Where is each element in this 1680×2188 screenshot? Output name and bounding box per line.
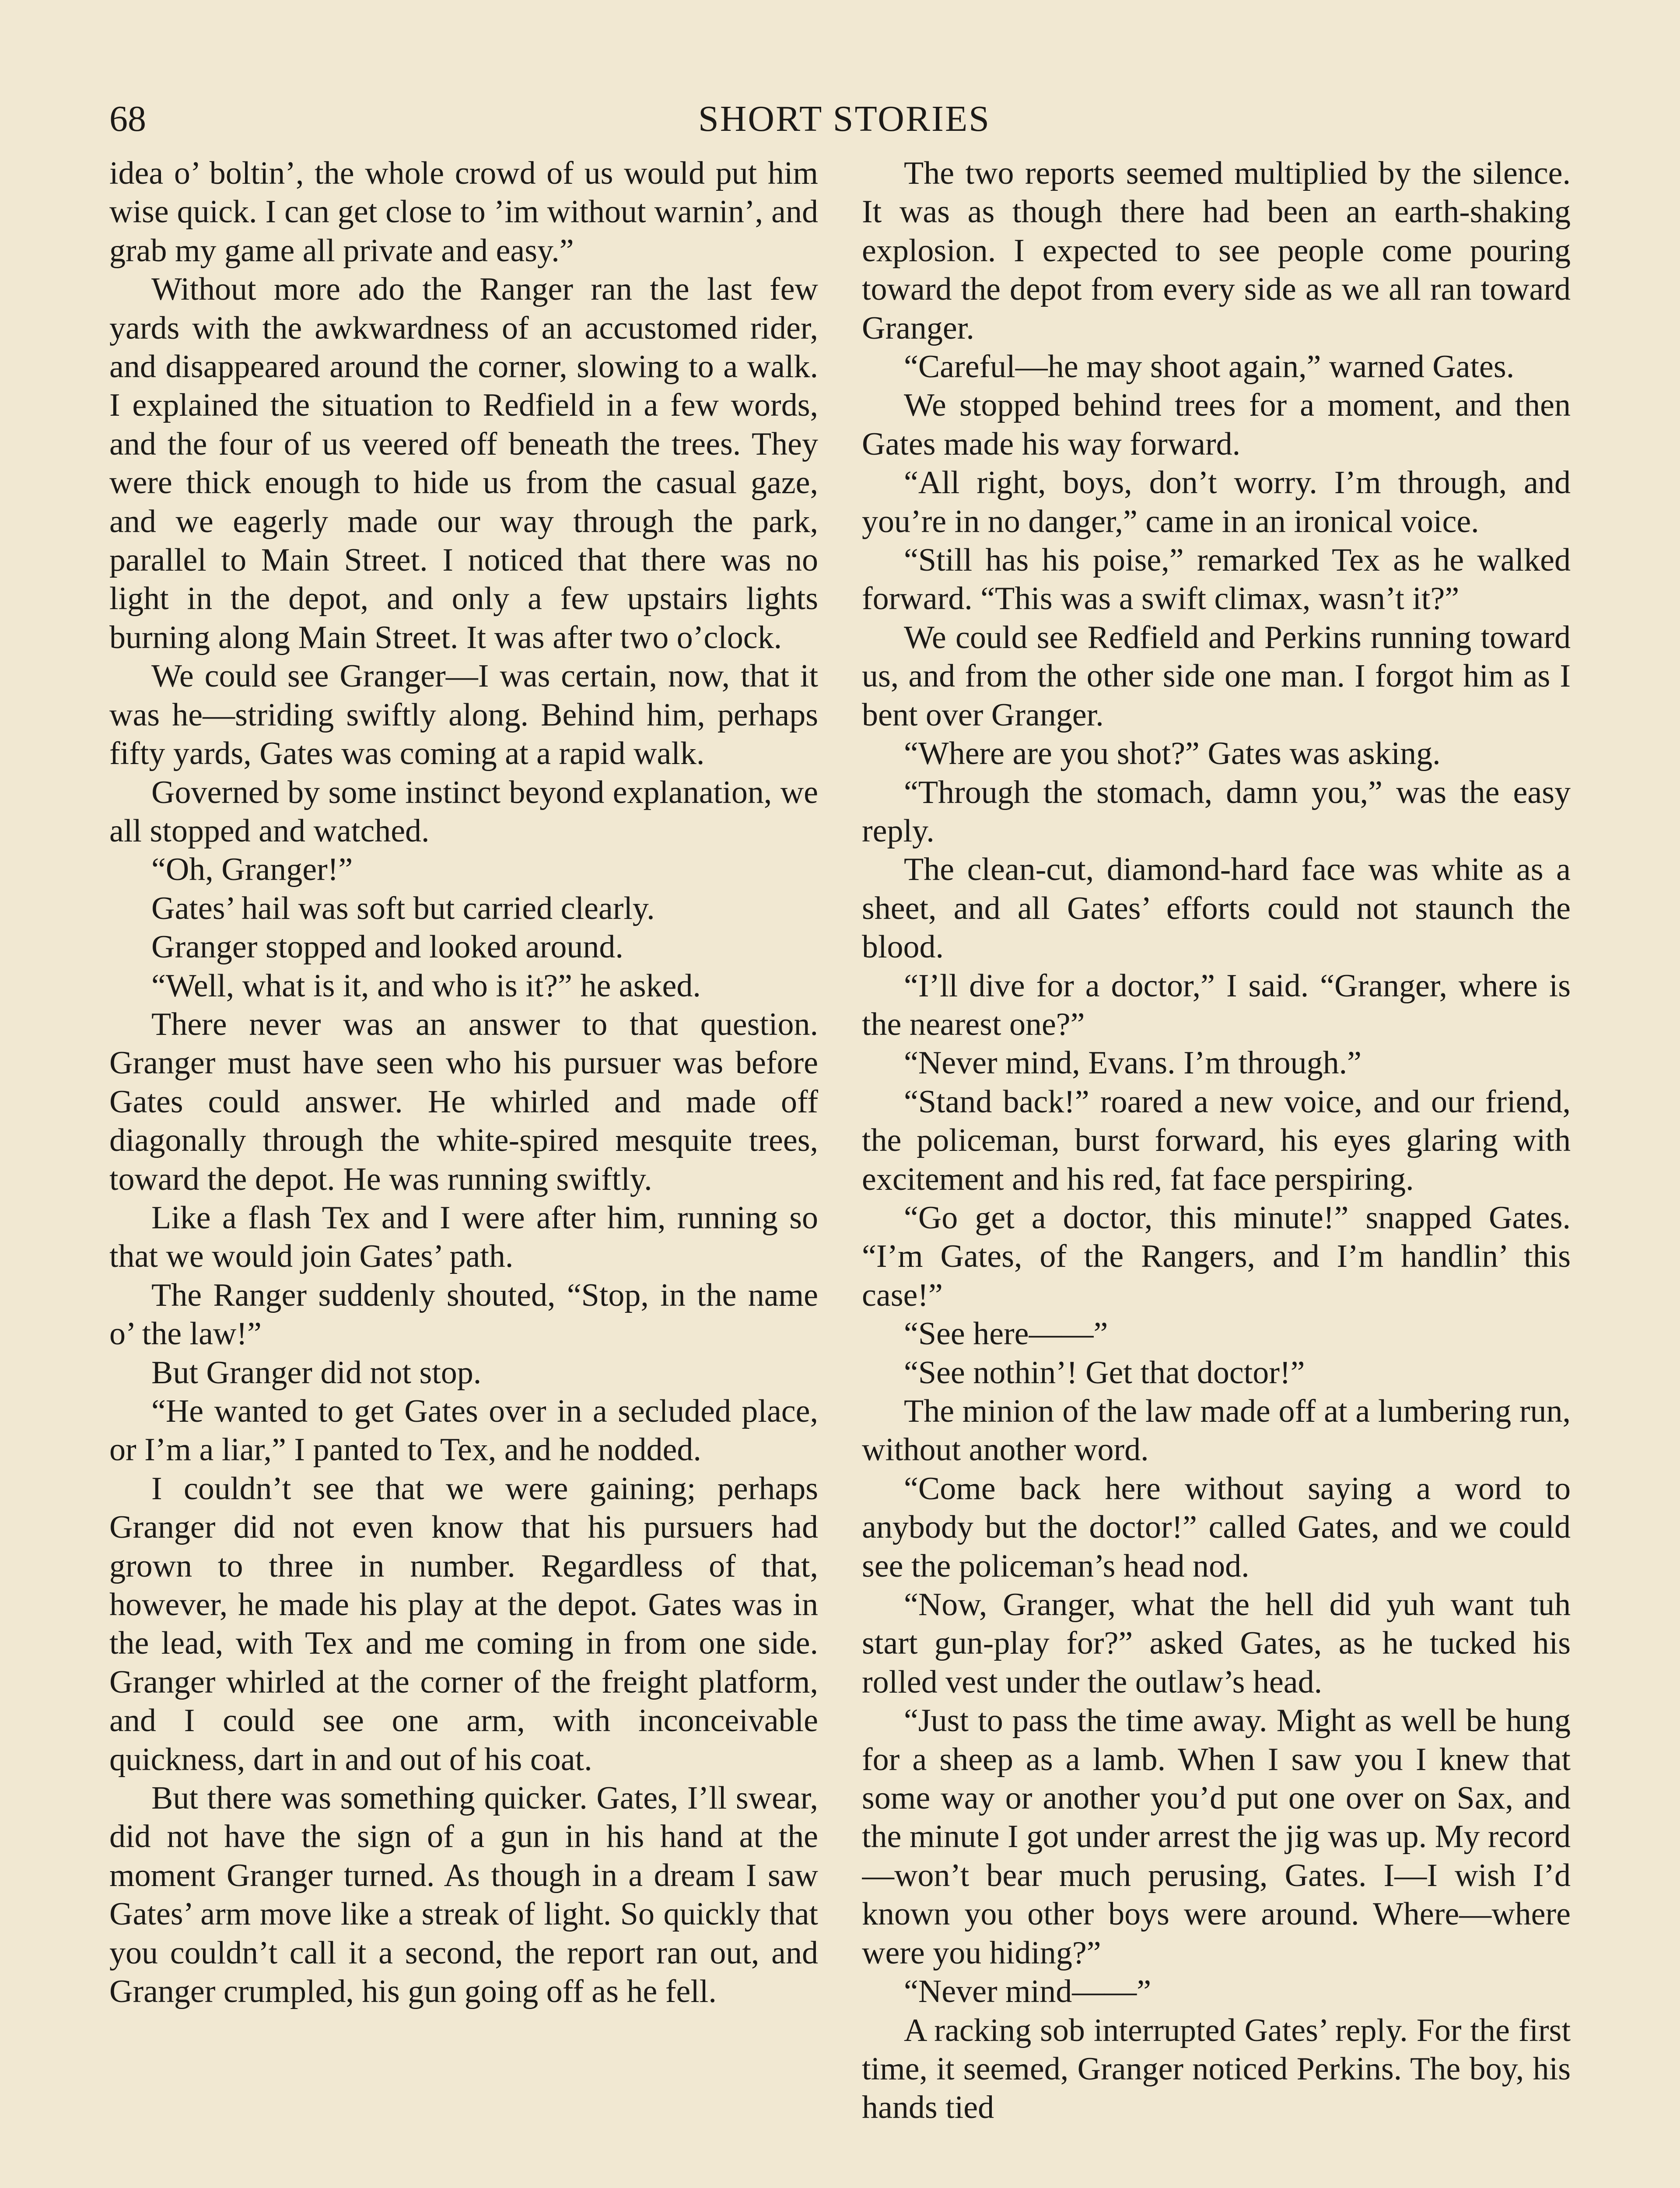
paragraph: Governed by some instinct beyond explanation, we all stopped and watched. [109,774,818,849]
paragraph: “See nothin’! Get that doctor!” [904,1354,1305,1391]
paragraph: There never was an answer to that question. Granger must have seen who his pursuer was before Gates could answer. He whirled and made off diagonally through the white-spired mesquite trees, toward the depot. He was running swiftly. [109,1006,818,1197]
paragraph: A racking sob interrupted Gates’ reply. For the first time, it seemed, Granger noticed Perkins. The boy, his hands tied [862,2012,1571,2126]
paragraph: Like a flash Tex and I were after him, running so that we would join Gates’ path. [109,1199,818,1275]
paragraph: The Ranger suddenly shouted, “Stop, in the name o’ the law!” [109,1277,818,1352]
paragraph: “All right, boys, don’t worry. I’m through, and you’re in no danger,” came in an ironical voice. [862,465,1571,540]
running-head: SHORT STORIES [698,98,990,139]
left-column [109,154,818,2188]
paragraph: The minion of the law made off at a lumbering run, without another word. [862,1393,1571,1468]
right-column [862,154,1571,2188]
paragraph: Without more ado the Ranger ran the last few yards with the awkwardness of an accustomed rider, and disappeared around the corner, slowing to a walk. I explained the situation to Redfield in a few words, and the four of us veered off beneath the trees. They were thick enough to hide us from the casual gaze, and we eagerly made our way through the park, parallel to Main Street. I noticed that there was no light in the depot, and only a few upstairs lights burning along Main Street. It was after two o’clock. [109,271,818,656]
paragraph: “Never mind, Evans. I’m through.” [904,1045,1362,1081]
paragraph: The clean-cut, diamond-hard face was white as a sheet, and all Gates’ efforts could not staunch the blood. [862,852,1571,965]
paragraph: “He wanted to get Gates over in a secluded place, or I’m a liar,” I panted to Tex, and he nodded. [109,1393,818,1468]
page-number: 68 [109,98,146,139]
paragraph: But there was something quicker. Gates, I’ll swear, did not have the sign of a gun in his hand at the moment Granger turned. As though in a dream I saw Gates’ arm move like a streak of light. So quickly that you couldn’t call it a second, the report ran out, and Granger crumpled, his gun going off as he fell. [109,1780,818,2010]
paragraph: “Come back here without saying a word to anybody but the doctor!” called Gates, and we could see the policeman’s head nod. [862,1470,1571,1584]
paragraph: We stopped behind trees for a moment, and then Gates made his way forward. [862,387,1571,462]
paragraph: idea o’ boltin’, the whole crowd of us would put him wise quick. I can get close to ’im without warnin’, and grab my game all private and easy.” [109,155,818,269]
paragraph: Gates’ hail was soft but carried clearly. [151,890,655,926]
paragraph: “Well, what is it, and who is it?” he asked. [151,968,701,1004]
paragraph: The two reports seemed multiplied by the silence. It was as though there had been an earth-shaking explosion. I expected to see people come pouring toward the depot from every side as we all ran toward Granger. [862,155,1571,346]
page-header [109,97,1579,141]
paragraph: “Never mind——” [904,1974,1152,2010]
paragraph: Granger stopped and looked around. [151,929,623,965]
paragraph: “See here——” [904,1316,1108,1352]
paragraph: “Careful—he may shoot again,” warned Gates. [904,349,1515,385]
paragraph: “Oh, Granger!” [151,852,353,888]
paragraph: “Go get a doctor, this minute!” snapped Gates. “I’m Gates, of the Rangers, and I’m handlin’ this case!” [862,1199,1571,1313]
paragraph: But Granger did not stop. [151,1354,482,1391]
paragraph: “Just to pass the time away. Might as well be hung for a sheep as a lamb. When I saw you I knew that some way or another you’d put one over on Sax, and the minute I got under arrest the jig was up. My record—won’t bear much perusing, Gates. I—I wish I’d known you other boys were around. Where—where were you hiding?” [862,1703,1571,1971]
paragraph: “Now, Granger, what the hell did yuh want tuh start gun-play for?” asked Gates, as he tucked his rolled vest under the outlaw’s head. [862,1587,1571,1700]
paragraph: “I’ll dive for a doctor,” I said. “Granger, where is the nearest one?” [862,968,1571,1042]
paragraph: We could see Granger—I was certain, now, that it was he—striding swiftly along. Behind him, perhaps fifty yards, Gates was coming at a rapid walk. [109,658,818,772]
paragraph: “Through the stomach, damn you,” was the easy reply. [862,774,1571,849]
paragraph: “Where are you shot?” Gates was asking. [904,736,1441,772]
paragraph: “Stand back!” roared a new voice, and our friend, the policeman, burst forward, his eyes glaring with excitement and his red, fat face perspiring. [862,1083,1571,1197]
paragraph: “Still has his poise,” remarked Tex as he walked forward. “This was a swift climax, wasn’t it?” [862,542,1571,617]
paragraph: I couldn’t see that we were gaining; perhaps Granger did not even know that his pursuers had grown to three in number. Regardless of that, however, he made his play at the depot. Gates was in the lead, with Tex and me coming in from one side. Granger whirled at the corner of the freight platform, and I could see one arm, with inconceivable quickness, dart in and out of his coat. [109,1470,818,1778]
paragraph: We could see Redfield and Perkins running toward us, and from the other side one man. I forgot him as I bent over Granger. [862,619,1571,733]
